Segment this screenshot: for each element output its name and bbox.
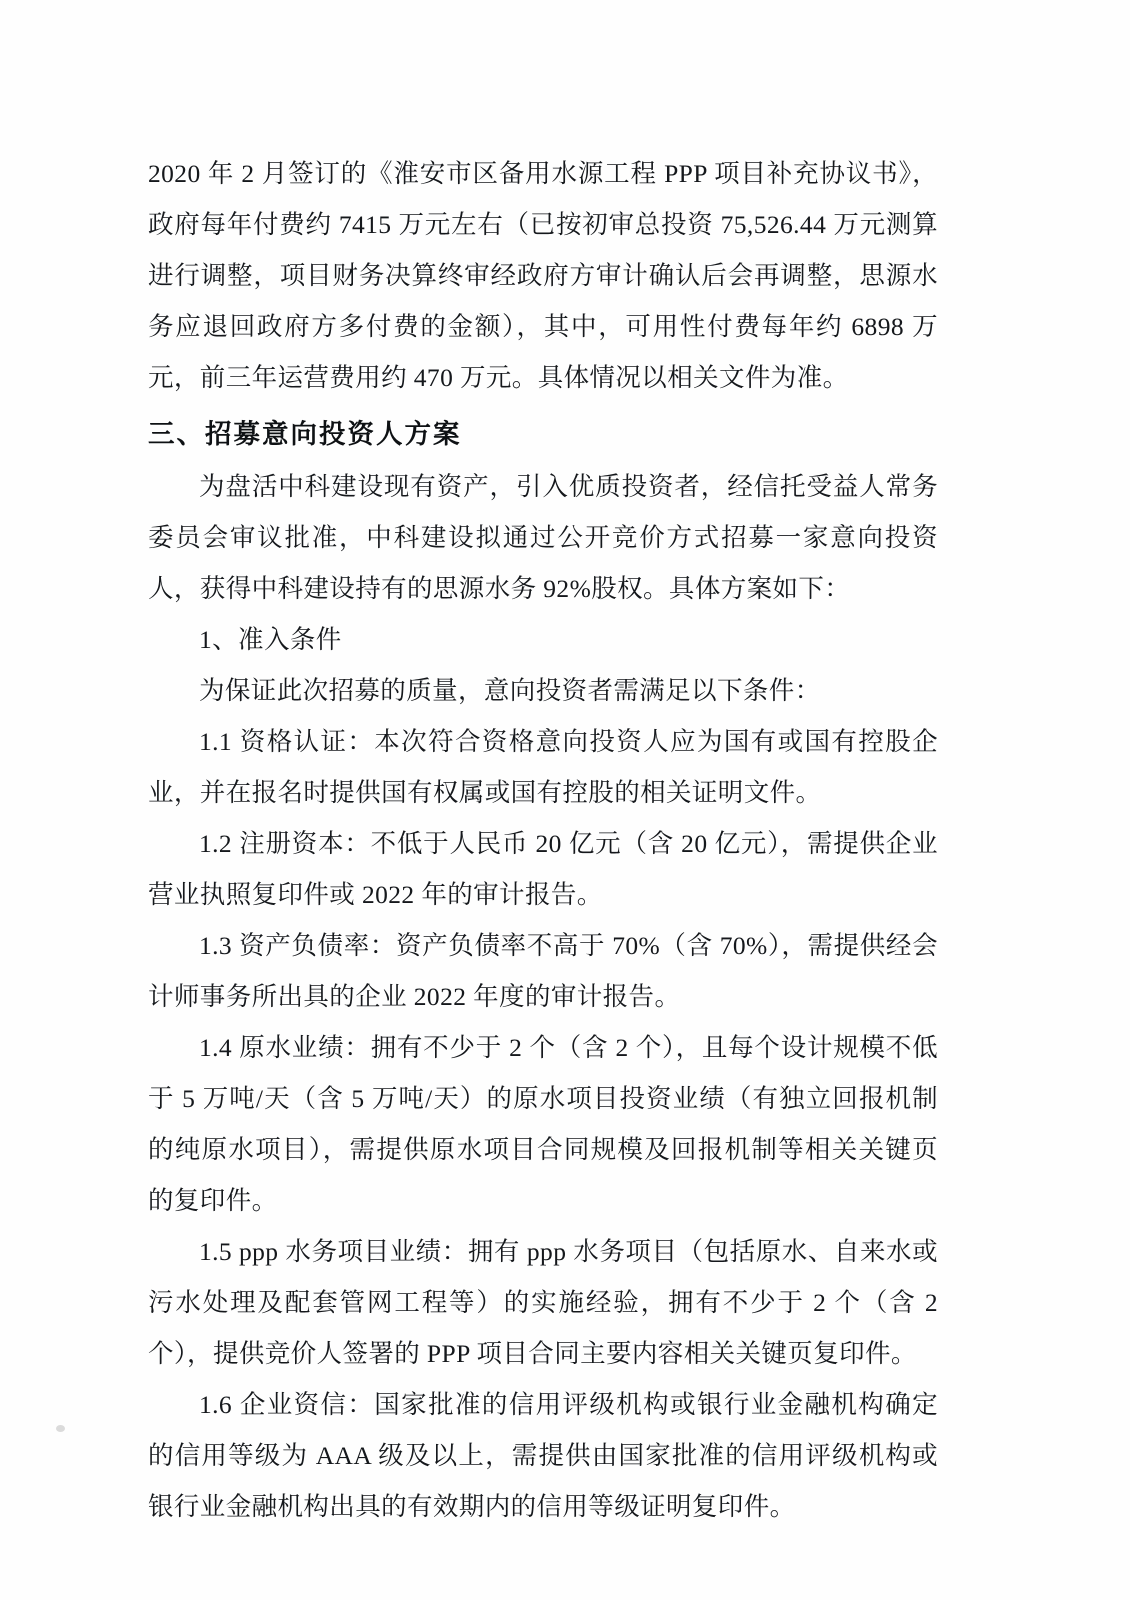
heading-section-three: 三、招募意向投资人方案	[148, 419, 462, 449]
paragraph-purpose: 为盘活中科建设现有资产，引入优质投资者，经信托受益人常务委员会审议批准，中科建设拟通过公开竞价方式招募一家意向投资人，获得中科建设持有的思源水务 92%股权。具体方案如下：	[148, 472, 938, 603]
paragraph-item-1-6: 1.6 企业资信：国家批准的信用评级机构或银行业金融机构确定的信用等级为 AAA 级及以上，需提供由国家批准的信用评级机构或银行业金融机构出具的有效期内的信用等级证明复印件。	[148, 1390, 938, 1521]
paragraph-item-1-5: 1.5 ppp 水务项目业绩：拥有 ppp 水务项目（包括原水、自来水或污水处理及配套管网工程等）的实施经验，拥有不少于 2 个（含 2 个），提供竞价人签署的 PPP 项目合同主要内容相关关键页复印件。	[148, 1237, 938, 1368]
paragraph-item-1-3: 1.3 资产负债率：资产负债率不高于 70%（含 70%），需提供经会计师事务所出具的企业 2022 年度的审计报告。	[148, 931, 938, 1011]
paragraph-item-1-4: 1.4 原水业绩：拥有不少于 2 个（含 2 个），且每个设计规模不低于 5 万吨/天（含 5 万吨/天）的原水项目投资业绩（有独立回报机制的纯原水项目），需提供原水项目合同规模及回报机制等相关关键页的复印件。	[148, 1033, 938, 1215]
paragraph-quality: 为保证此次招募的质量，意向投资者需满足以下条件：	[199, 676, 821, 705]
page-smudge-mark	[56, 1425, 65, 1432]
paragraph-item-1-1: 1.1 资格认证：本次符合资格意向投资人应为国有或国有控股企业，并在报名时提供国有权属或国有控股的相关证明文件。	[148, 727, 938, 807]
paragraph-item-1: 1、准入条件	[199, 625, 342, 654]
document-body	[148, 148, 938, 1532]
paragraph-intro: 2020 年 2 月签订的《淮安市区备用水源工程 PPP 项目补充协议书》，政府每年付费约 7415 万元左右（已按初审总投资 75,526.44 万元测算进行调整，项目财务决算终审经政府方审计确认后会再调整，思源水务应退回政府方多付费的金额），其中，可用性付费每年约 6898 万元，前三年运营费用约 470 万元。具体情况以相关文件为准。	[148, 159, 938, 392]
paragraph-item-1-2: 1.2 注册资本：不低于人民币 20 亿元（含 20 亿元），需提供企业营业执照复印件或 2022 年的审计报告。	[148, 829, 938, 909]
